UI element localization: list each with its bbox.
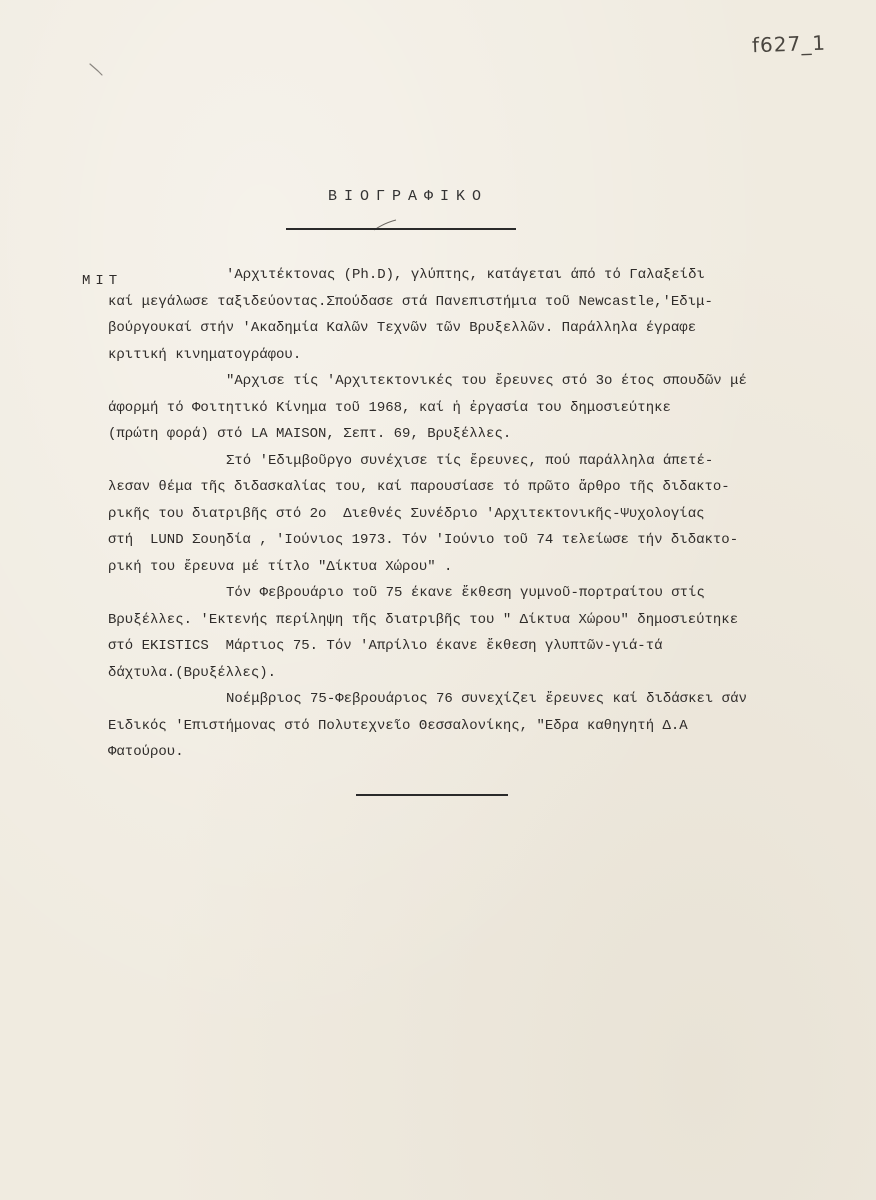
text-line: Νοέμβριος 75-Φεβρουάριος 76 συνεχίζει ἔρευνες καί διδάσκει σάν (226, 691, 747, 707)
text-line: ρική του ἔρευνα μέ τίτλο "Δίκτυα Χώρου" . (108, 558, 453, 575)
paragraph-5 (108, 686, 788, 766)
title-underline (286, 228, 516, 230)
text-line: (πρώτη φορά) στό LA MAISON, Σεπτ. 69, Βρυξέλλες. (108, 426, 512, 442)
text-line: στή LUND Σουηδία , 'Ιούνιος 1973. Τόν 'Ιούνιο τοῦ 74 τελείωσε τήν διδακτο- (108, 532, 739, 548)
paragraph-3 (108, 448, 788, 581)
document-title: ΒΙΟΓΡΑΦΙΚΟ (327, 188, 488, 205)
paragraph-1 (108, 262, 788, 368)
text-line: καί μεγάλωσε ταξιδεύοντας.Σπούδασε στά Πανεπιστήμια τοῦ Newcastle,'Εδιμ- (108, 293, 713, 310)
pencil-mark-icon (88, 62, 104, 78)
text-line: 'Αρχιτέκτονας (Ph.D), γλύπτης, κατάγεται άπό τό Γαλαξείδι (226, 267, 705, 283)
paragraph-2 (108, 368, 788, 448)
author-initials: ΜΙΤ (82, 273, 123, 289)
text-line: άφορμή τό Φοιτητικό Κίνημα τοῦ 1968, καί ἡ ἐργασία του δημοσιεύτηκε (108, 399, 671, 416)
text-line: στό EKISTICS Μάρτιος 75. Τόν 'Απρίλιο έκανε ἔκθεση γλυπτῶν-γιά-τά (108, 638, 663, 654)
text-line: Τόν Φεβρουάριο τοῦ 75 έκανε ἔκθεση γυμνοῦ-πορτραίτου στίς (226, 585, 705, 601)
text-line: Βρυξέλλες. 'Εκτενής περίληψη τῆς διατριβῆς του " Δίκτυα Χώρου" δημοσιεύτηκε (108, 611, 739, 628)
text-line: ρικῆς του διατριβῆς στό 2ο Διεθνές Συνέδριο 'Αρχιτεκτονικῆς-Ψυχολογίας (108, 505, 705, 522)
text-line: Ειδικός 'Επιστήμονας στό Πολυτεχνεῖο Θεσσαλονίκης, "Εδρα καθηγητή Δ.Α (108, 717, 688, 734)
archive-number: f627_1 (751, 30, 827, 58)
text-line: "Αρχισε τίς 'Αρχιτεκτονικές του ἔρευνες στό 3ο έτος σπουδῶν μέ (226, 373, 747, 389)
text-line: λεσαν θέμα τῆς διδασκαλίας του, καί παρουσίασε τό πρῶτο ἄρθρο τῆς διδακτο- (108, 479, 730, 495)
text-line: Φατούρου. (108, 744, 184, 760)
closing-rule (356, 794, 508, 796)
biography-body (108, 262, 788, 766)
text-line: κριτική κινηματογράφου. (108, 346, 302, 363)
text-line: δάχτυλα.(Βρυξέλλες). (108, 664, 277, 681)
text-line: Στό 'Εδιμβοῦργο συνέχισε τίς ἔρευνες, πού παράλληλα άπετέ- (226, 452, 714, 469)
paragraph-4 (108, 580, 788, 686)
text-line: βούργουκαί στήν 'Ακαδημία Καλῶν Τεχνῶν τῶν Βρυξελλῶν. Παράλληλα έγραφε (108, 320, 697, 336)
